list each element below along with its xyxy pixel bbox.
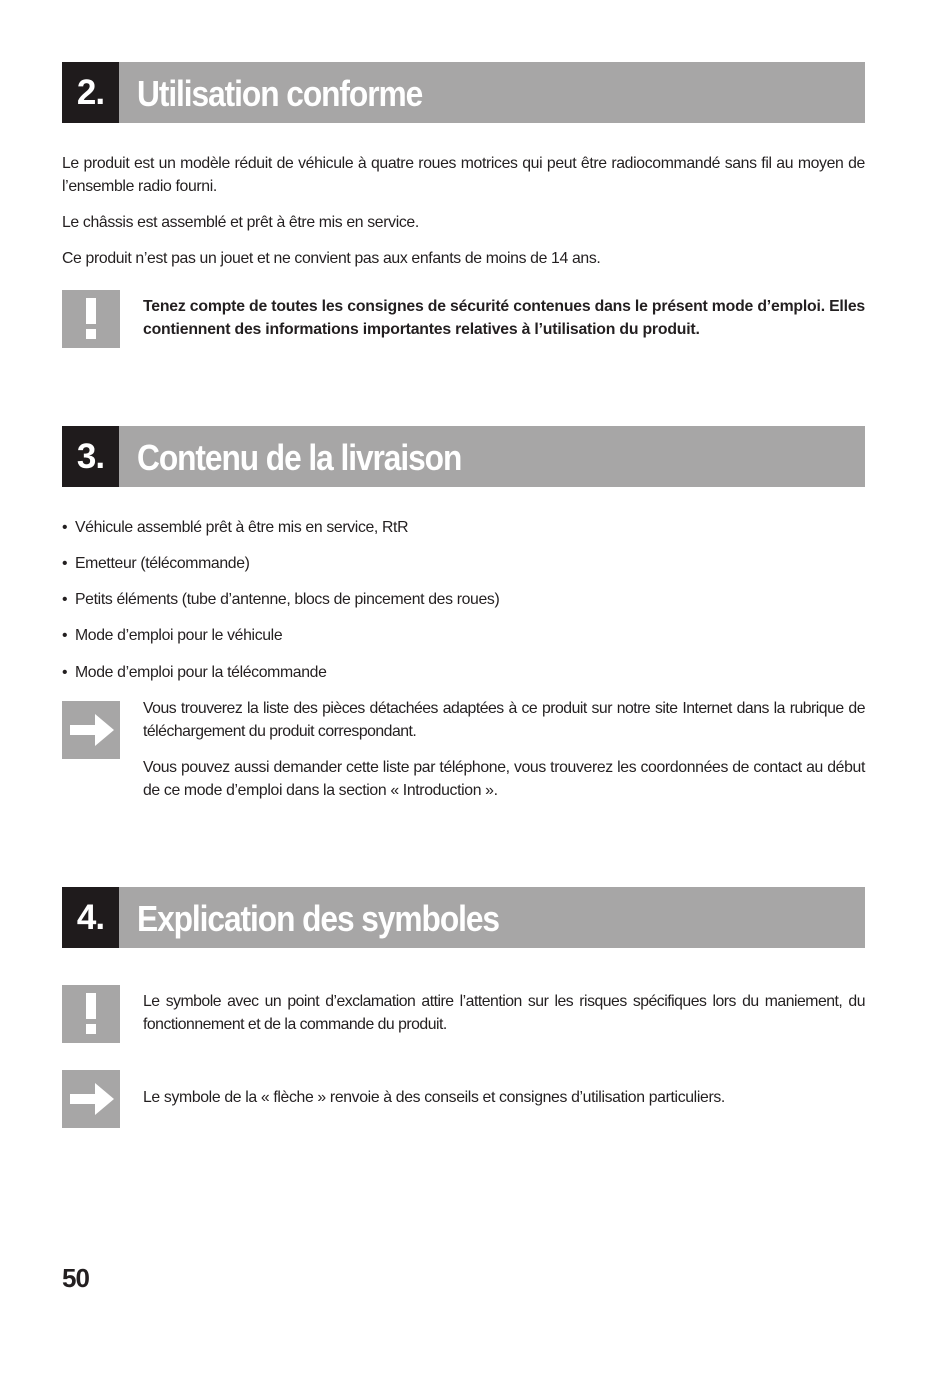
section-3-number: 3.: [62, 426, 119, 487]
section-2-paragraph-2: Le châssis est assemblé et prêt à être mis en service.: [62, 214, 419, 231]
list-item-text: Petits éléments (tube d’antenne, blocs de pincement des roues): [75, 591, 500, 608]
page-number: 50: [62, 1263, 89, 1293]
list-item-text: Mode d’emploi pour la télécommande: [75, 664, 327, 681]
section-4-arrow-text: Le symbole de la « flèche » renvoie à des conseils et consignes d’utilisation particuliers.: [143, 1089, 725, 1106]
section-4-title: Explication des symboles: [137, 898, 499, 939]
section-2-warning-text: Tenez compte de toutes les consignes de sécurité contenues dans le présent mode d’emploi. Elles contiennent des informations importantes relatives à l’utilisation du produit.: [143, 298, 865, 338]
section-2-title: Utilisation conforme: [137, 73, 423, 114]
section-4-header: [62, 887, 865, 948]
list-item: • Petits éléments (tube d’antenne, blocs de pincement des roues): [62, 591, 500, 608]
list-item: • Véhicule assemblé prêt à être mis en service, RtR: [62, 519, 409, 536]
section-3-tip-paragraph-2: Vous pouvez aussi demander cette liste par téléphone, vous trouverez les coordonnées de contact au début de ce mode d’emploi dans la section « Introduction ».: [143, 759, 865, 799]
section-4-exclamation-text: Le symbole avec un point d’exclamation attire l’attention sur les risques spécifiques lors du maniement, du fonctionnement et de la commande du produit.: [143, 993, 865, 1033]
section-2-paragraph-1: Le produit est un modèle réduit de véhicule à quatre roues motrices qui peut être radiocommandé sans fil au moyen de l’ensemble radio fourni.: [62, 155, 865, 195]
arrow-right-icon: [62, 1070, 120, 1128]
list-item-text: Véhicule assemblé prêt à être mis en service, RtR: [75, 519, 409, 536]
exclamation-icon: [62, 985, 120, 1043]
list-item: • Mode d’emploi pour le véhicule: [62, 627, 283, 644]
section-2-header: [62, 62, 865, 123]
list-item-text: Mode d’emploi pour le véhicule: [75, 627, 283, 644]
exclamation-icon: [62, 290, 120, 348]
list-item: • Mode d’emploi pour la télécommande: [62, 664, 327, 681]
section-2-number: 2.: [62, 62, 119, 123]
section-3-header: [62, 426, 865, 487]
section-2-paragraph-3: Ce produit n’est pas un jouet et ne convient pas aux enfants de moins de 14 ans.: [62, 250, 601, 267]
section-3-tip-paragraph-1: Vous trouverez la liste des pièces détachées adaptées à ce produit sur notre site Internet dans la rubrique de téléchargement du produit correspondant.: [143, 700, 865, 740]
section-3-title: Contenu de la livraison: [137, 437, 462, 478]
arrow-right-icon: [62, 701, 120, 759]
list-item-text: Emetteur (télécommande): [75, 555, 250, 572]
section-4-number: 4.: [62, 887, 119, 948]
list-item: • Emetteur (télécommande): [62, 555, 250, 572]
